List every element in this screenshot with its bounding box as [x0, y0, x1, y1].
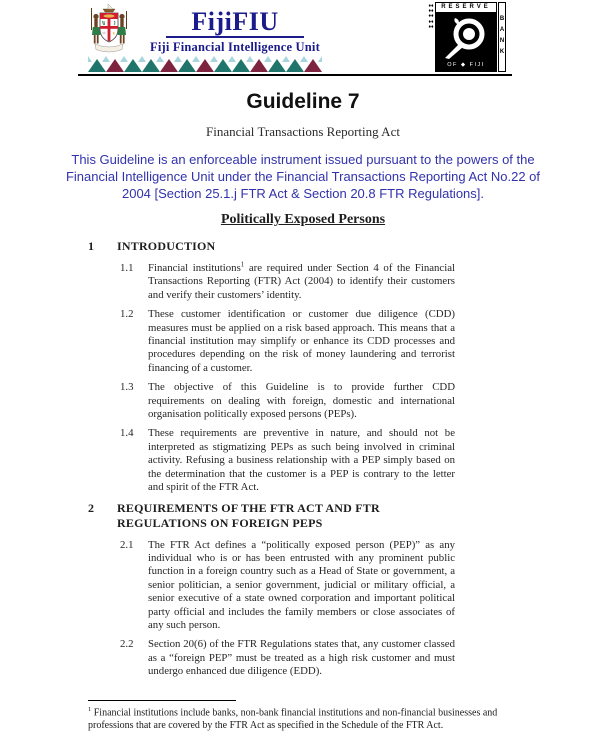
brand-block	[140, 8, 330, 55]
paragraph	[120, 381, 455, 421]
small-triangle	[282, 56, 290, 62]
footnote-reference: 1	[240, 260, 245, 269]
section-title: REQUIREMENTS OF THE FTR ACT AND FTR REGULATIONS ON FOREIGN PEPS	[117, 500, 380, 530]
page-subtitle: Financial Transactions Reporting Act	[206, 124, 400, 139]
footnote-body: Financial institutions include banks, non-bank financial institutions and non-financial businesses and professions that are covered by the FTR Act as specified in the Schedule of the FTR Act.	[88, 707, 498, 731]
header-rule	[78, 74, 512, 76]
small-triangle	[138, 56, 146, 62]
brand-title: FijiFIU	[191, 7, 279, 36]
paragraph-number: 1.3	[120, 381, 134, 394]
paragraph-number: 2.1	[120, 538, 134, 551]
paragraph	[120, 308, 455, 375]
small-triangle	[156, 56, 164, 62]
paragraph-text: These customer identification or customer due diligence (CDD) measures must be applied on a risk based approach. This means that a financial institution may simplify or enhance its CDD processes and procedures depending on the risk of money laundering and terrorist financing of a customer.	[148, 308, 455, 374]
page-header	[0, 0, 606, 80]
paragraph-number: 1.2	[120, 308, 134, 321]
small-triangle	[318, 56, 323, 62]
notice-text: This Guideline is an enforceable instrument issued pursuant to the powers of the Financial Intelligence Unit under the Financial Transactions Reporting Act No.22 of 2004 [Section 25.1.j FTR Act & Section 20.8 FTR Regulations].	[65, 152, 541, 201]
footnote-text	[88, 704, 525, 732]
fiji-coat-of-arms	[88, 3, 130, 63]
document-body	[0, 88, 606, 701]
paragraph	[120, 427, 455, 494]
section-heading	[88, 239, 455, 254]
paragraph-text: The FTR Act defines a “politically exposed person (PEP)” as any individual who is or has been entrusted with any prominent public function in a foreign country such as a Head of State or government, a senior politician, a senior government, judicial or military official, a senior executive of a state owned corporation and important political party official and includes the family members or close associates of any such person.	[148, 538, 455, 631]
reserve-bank-of-fiji-logo	[428, 2, 506, 72]
small-triangle	[102, 56, 110, 62]
small-triangle	[88, 56, 92, 62]
small-triangle	[120, 56, 128, 62]
paragraph-text: Financial institutions$^1$ are required under Section 4 of the Financial Transactions Reporting (FTR) Act (2004) to identify their customers and verify their customers’ identity.	[148, 260, 455, 301]
section-number: 2	[88, 500, 95, 515]
paragraph	[120, 539, 455, 633]
footnote-rule	[88, 700, 236, 701]
paragraph-text: These requirements are preventive in nature, and should not be interpreted as stigmatizing PEPs as such being involved in criminal activity. Refusing a business relationship with a PEP simply based on the determination that the customer is a PEP is contrary to the letter and spirit of the FTR Act.	[148, 427, 455, 494]
paragraph-number: 2.2	[120, 638, 134, 651]
rbf-of-fiji-label: OF ◆ FIJI	[435, 60, 497, 72]
small-triangle	[192, 56, 200, 62]
paragraph-number: 1.1	[120, 262, 134, 274]
doc-heading: Politically Exposed Persons	[220, 212, 386, 227]
small-triangle	[210, 56, 218, 62]
triangle-border	[88, 56, 322, 72]
footnote-marker: 1	[88, 706, 92, 713]
small-triangle	[174, 56, 182, 62]
page-title: Guideline 7	[246, 90, 360, 113]
sections	[88, 239, 455, 679]
paragraph	[120, 638, 455, 678]
paragraph-number: 1.4	[120, 427, 134, 440]
paragraph-text: The objective of this Guideline is to provide further CDD requirements on dealing with foreign, domestic and international organisation politically exposed persons (PEPs).	[148, 381, 455, 421]
rbf-bank-vertical-label: BANK	[498, 2, 506, 72]
small-triangle	[300, 56, 308, 62]
diamond-border-decoration: ♦♦♦♦♦♦♦♦♦♦	[428, 4, 434, 30]
section-heading	[88, 501, 455, 531]
section-title: INTRODUCTION	[117, 239, 216, 253]
footnote	[88, 700, 525, 733]
paragraph-text: Section 20(6) of the FTR Regulations states that, any customer classed as a “foreign PEP” must be treated as a high risk customer and must undergo enhanced due diligence (EDD).	[148, 638, 455, 678]
section-number: 1	[88, 239, 95, 253]
brand-subtitle: Fiji Financial Intelligence Unit	[150, 40, 320, 54]
small-triangle	[246, 56, 254, 62]
rbf-reserve-label: RESERVE	[435, 2, 497, 14]
small-triangle	[264, 56, 272, 62]
tabua-icon	[435, 12, 497, 62]
brand-underline	[166, 36, 304, 38]
small-triangle	[228, 56, 236, 62]
paragraph	[120, 262, 455, 302]
